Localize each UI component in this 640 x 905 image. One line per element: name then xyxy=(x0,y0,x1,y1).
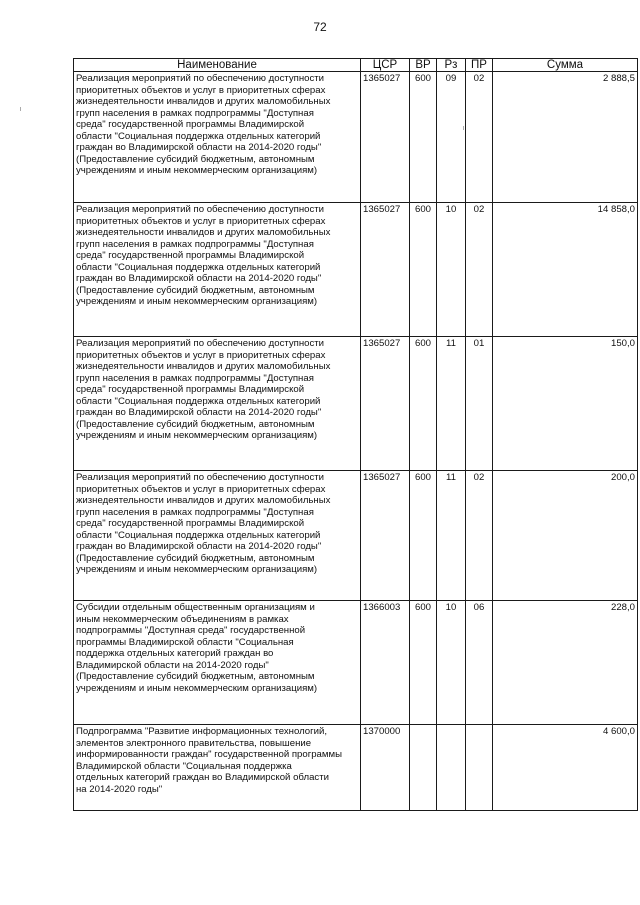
row-name: Реализация мероприятий по обеспечению доступности приоритетных объектов и услуг в приоритетных сферах жизнедеятельности инвалидов и других маломобильных групп населения в рамках подпрограммы "Доступная среда" государственной программы Владимирской области "Социальная поддержка отдельных категорий граждан во Владимирской области на 2014-2020 годы" (Предоставление субсидий бюджетным, автономным учреждениям и иным некоммерческим организациям) xyxy=(74,471,361,601)
header-csr: ЦСР xyxy=(361,59,410,72)
row-csr: 1365027 xyxy=(361,72,410,203)
row-pr xyxy=(466,725,493,811)
row-csr: 1365027 xyxy=(361,337,410,471)
row-vr: 600 xyxy=(410,601,437,725)
row-pr: 02 xyxy=(466,203,493,337)
table-row xyxy=(74,601,638,725)
row-vr: 600 xyxy=(410,72,437,203)
page-number: 72 xyxy=(313,20,327,34)
row-name: Реализация мероприятий по обеспечению доступности приоритетных объектов и услуг в приоритетных сферах жизнедеятельности инвалидов и других маломобильных групп населения в рамках подпрограммы "Доступная среда" государственной программы Владимирской области "Социальная поддержка отдельных категорий граждан во Владимирской области на 2014-2020 годы" (Предоставление субсидий бюджетным, автономным учреждениям и иным некоммерческим организациям) xyxy=(74,337,361,471)
table-row xyxy=(74,337,638,471)
row-name: Реализация мероприятий по обеспечению доступности приоритетных объектов и услуг в приоритетных сферах жизнедеятельности инвалидов и других маломобильных групп населения в рамках подпрограммы "Доступная среда" государственной программы Владимирской области "Социальная поддержка отдельных категорий граждан во Владимирской области на 2014-2020 годы" (Предоставление субсидий бюджетным, автономным учреждениям и иным некоммерческим организациям) xyxy=(74,72,361,203)
row-rz: 09 xyxy=(437,72,466,203)
table-row xyxy=(74,471,638,601)
row-name: Реализация мероприятий по обеспечению доступности приоритетных объектов и услуг в приоритетных сферах жизнедеятельности инвалидов и других маломобильных групп населения в рамках подпрограммы "Доступная среда" государственной программы Владимирской области "Социальная поддержка отдельных категорий граждан во Владимирской области на 2014-2020 годы" (Предоставление субсидий бюджетным, автономным учреждениям и иным некоммерческим организациям) xyxy=(74,203,361,337)
scan-speck xyxy=(20,107,21,111)
row-sum: 4 600,0 xyxy=(493,725,638,811)
row-rz: 10 xyxy=(437,601,466,725)
row-sum: 2 888,5 xyxy=(493,72,638,203)
row-rz: 10 xyxy=(437,203,466,337)
table-row xyxy=(74,725,638,811)
row-vr: 600 xyxy=(410,337,437,471)
header-row xyxy=(74,59,638,72)
row-rz xyxy=(437,725,466,811)
row-csr: 1366003 xyxy=(361,601,410,725)
row-name: Подпрограмма "Развитие информационных технологий, элементов электронного правительства, повышение информированности граждан" государственной программы Владимирской области "Социальная поддержка отдельных категорий граждан во Владимирской области на 2014-2020 годы" xyxy=(74,725,361,811)
row-vr: 600 xyxy=(410,471,437,601)
row-rz: 11 xyxy=(437,471,466,601)
budget-table xyxy=(73,58,638,811)
table-header xyxy=(74,59,638,72)
row-sum: 200,0 xyxy=(493,471,638,601)
row-sum: 14 858,0 xyxy=(493,203,638,337)
row-csr: 1365027 xyxy=(361,471,410,601)
header-pr: ПР xyxy=(466,59,493,72)
row-vr: 600 xyxy=(410,203,437,337)
row-sum: 150,0 xyxy=(493,337,638,471)
header-vr: ВР xyxy=(410,59,437,72)
header-rz: Рз xyxy=(437,59,466,72)
row-pr: 02 xyxy=(466,471,493,601)
row-name: Субсидии отдельным общественным организациям и иным некоммерческим объединениям в рамках подпрограммы "Доступная среда" государственной программы Владимирской области "Социальная поддержка отдельных категорий граждан во Владимирской области на 2014-2020 годы" (Предоставление субсидий бюджетным, автономным учреждениям и иным некоммерческим организациям) xyxy=(74,601,361,725)
header-sum: Сумма xyxy=(493,59,638,72)
row-pr: 01 xyxy=(466,337,493,471)
table-body xyxy=(74,72,638,811)
row-vr xyxy=(410,725,437,811)
row-rz: 11 xyxy=(437,337,466,471)
row-csr: 1365027 xyxy=(361,203,410,337)
table-row xyxy=(74,203,638,337)
row-pr: 06 xyxy=(466,601,493,725)
header-name: Наименование xyxy=(74,59,361,72)
row-csr: 1370000 xyxy=(361,725,410,811)
row-sum: 228,0 xyxy=(493,601,638,725)
row-pr: 02 xyxy=(466,72,493,203)
table-row xyxy=(74,72,638,203)
